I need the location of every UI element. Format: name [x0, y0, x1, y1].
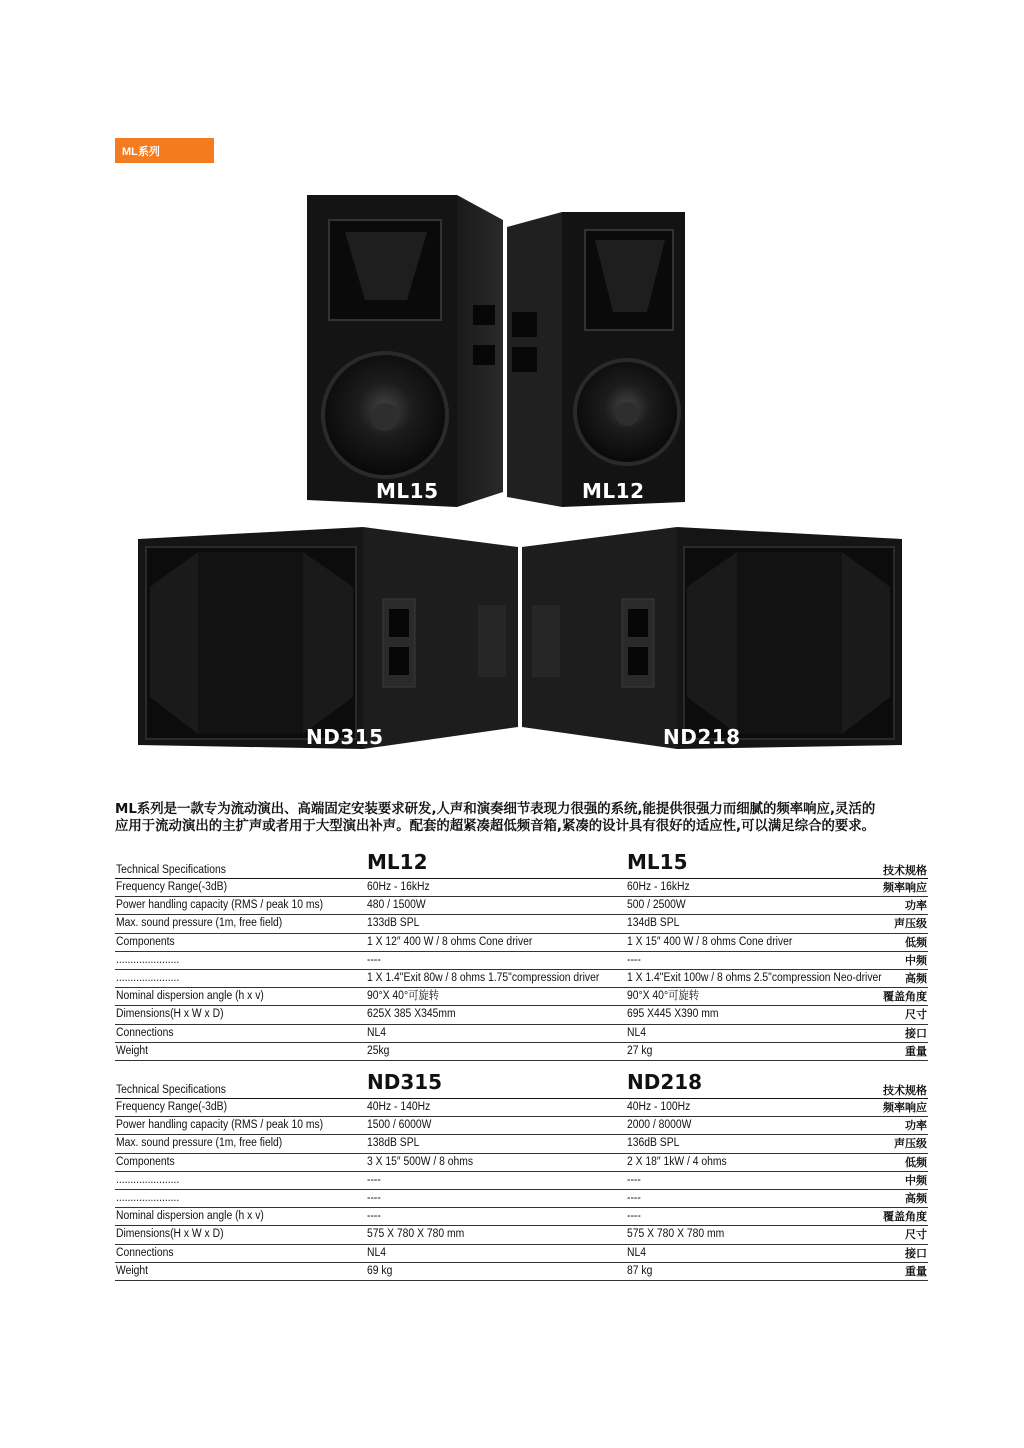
- row-label: Weight: [116, 1264, 149, 1277]
- table-row: [115, 1245, 928, 1263]
- row-label: Power handling capacity (RMS / peak 10 ms): [116, 899, 324, 912]
- table-row: [115, 1172, 928, 1190]
- row-label: Nominal dispersion angle (h x v): [116, 990, 264, 1003]
- row-label: Max. sound pressure (1m, free field): [116, 917, 283, 930]
- table-row: [115, 915, 928, 933]
- row-label-cn: 低频: [905, 1155, 927, 1169]
- row-value-a: ----: [367, 953, 381, 966]
- row-label: Frequency Range(-3dB): [116, 1101, 228, 1113]
- row-value-a: NL4: [367, 1026, 386, 1039]
- spec-table-header: [115, 850, 928, 879]
- row-value-b: 500 / 2500W: [627, 899, 686, 912]
- header-label-cn: 技术规格: [883, 1084, 927, 1097]
- row-value-b: ----: [627, 1191, 641, 1204]
- table-row: [115, 1135, 928, 1153]
- row-label: Dimensions(H x W x D): [116, 1228, 224, 1241]
- row-label: Dimensions(H x W x D): [116, 1008, 224, 1021]
- row-value-a: 1500 / 6000W: [367, 1119, 432, 1132]
- row-value-a: 69 kg: [367, 1264, 393, 1277]
- row-label-cn: 高频: [905, 1191, 927, 1205]
- header-label-cn: 技术规格: [883, 864, 927, 877]
- row-value-b: 695 X445 X390 mm: [627, 1008, 719, 1021]
- row-value-b: 575 X 780 X 780 mm: [627, 1228, 725, 1241]
- row-label: Components: [116, 1155, 175, 1168]
- row-value-b: 2000 / 8000W: [627, 1119, 692, 1132]
- row-value-b: NL4: [627, 1026, 646, 1039]
- row-label: Connections: [116, 1246, 174, 1259]
- row-label: Components: [116, 935, 175, 948]
- row-value-a: NL4: [367, 1246, 386, 1259]
- table-row: [115, 988, 928, 1006]
- row-label: ......................: [116, 953, 180, 966]
- table-row: [115, 1006, 928, 1024]
- row-value-a: ----: [367, 1210, 381, 1223]
- row-label-cn: 功率: [905, 1119, 927, 1133]
- nd218-caption: ND218: [663, 725, 741, 749]
- row-label-cn: 接口: [905, 1026, 927, 1040]
- nd218-subwoofer-image: [522, 527, 902, 749]
- spec-table-nd: [115, 1070, 928, 1281]
- table-row: [115, 879, 928, 897]
- row-label: ......................: [116, 971, 180, 984]
- row-label-cn: 覆盖角度: [883, 990, 927, 1004]
- row-label-cn: 覆盖角度: [883, 1210, 927, 1224]
- model-name-nd218: ND218: [627, 1070, 703, 1094]
- ml12-caption: ML12: [582, 479, 645, 503]
- ml12-speaker-image: [507, 212, 685, 507]
- row-label-cn: 中频: [905, 953, 927, 967]
- row-label-cn: 尺寸: [905, 1228, 927, 1242]
- row-value-a: 575 X 780 X 780 mm: [367, 1228, 465, 1241]
- row-label-cn: 尺寸: [905, 1008, 927, 1022]
- model-name-ml15: ML15: [627, 850, 688, 874]
- table-row: [115, 1099, 928, 1117]
- row-value-b: ----: [627, 1210, 641, 1223]
- intro-line-1: ML系列是一款专为流动演出、高端固定安装要求研发,人声和演奏细节表现力很强的系统,能提供很强力而细腻的频率响应,灵活的: [115, 802, 876, 817]
- row-value-a: 60Hz - 16kHz: [367, 881, 430, 893]
- row-label: Power handling capacity (RMS / peak 10 ms): [116, 1119, 324, 1132]
- row-value-b: 60Hz - 16kHz: [627, 881, 690, 893]
- row-value-a: 90°X 40°可旋转: [367, 990, 440, 1003]
- row-label: Connections: [116, 1026, 174, 1039]
- table-row: [115, 1043, 928, 1061]
- row-value-a: 625X 385 X345mm: [367, 1008, 456, 1021]
- row-value-b: 1 X 1.4"Exit 100w / 8 ohms 2.5"compression Neo-driver: [627, 971, 882, 984]
- row-value-b: 40Hz - 100Hz: [627, 1101, 691, 1113]
- row-value-b: 1 X 15″ 400 W / 8 ohms Cone driver: [627, 935, 793, 948]
- row-value-b: 87 kg: [627, 1264, 653, 1277]
- ml15-caption: ML15: [376, 479, 439, 503]
- intro-line-2: 应用于流动演出的主扩声或者用于大型演出补声。配套的超紧凑超低频音箱,紧凑的设计具有很好的适应性,可以满足综合的要求。: [115, 819, 876, 834]
- row-value-b: 134dB SPL: [627, 917, 680, 930]
- row-label-cn: 声压级: [894, 917, 927, 931]
- row-label: Nominal dispersion angle (h x v): [116, 1210, 264, 1223]
- row-label: ......................: [116, 1191, 180, 1204]
- row-value-a: 40Hz - 140Hz: [367, 1101, 431, 1113]
- table-row: [115, 970, 928, 988]
- row-label-cn: 重量: [905, 1044, 927, 1058]
- row-value-a: 1 X 12″ 400 W / 8 ohms Cone driver: [367, 935, 533, 948]
- row-label-cn: 频率响应: [883, 881, 927, 894]
- table-row: [115, 1208, 928, 1226]
- row-value-a: 25kg: [367, 1044, 390, 1057]
- row-label-cn: 中频: [905, 1173, 927, 1187]
- row-value-a: ----: [367, 1173, 381, 1186]
- ml15-speaker-image: [307, 195, 503, 507]
- row-label: ......................: [116, 1173, 180, 1186]
- row-value-a: 1 X 1.4"Exit 80w / 8 ohms 1.75"compression driver: [367, 971, 600, 984]
- model-name-nd315: ND315: [367, 1070, 443, 1094]
- row-value-a: 138dB SPL: [367, 1137, 420, 1150]
- row-value-a: 480 / 1500W: [367, 899, 426, 912]
- row-value-b: 136dB SPL: [627, 1137, 680, 1150]
- row-value-b: 27 kg: [627, 1044, 653, 1057]
- row-value-a: ----: [367, 1191, 381, 1204]
- table-row: [115, 897, 928, 915]
- model-name-ml12: ML12: [367, 850, 428, 874]
- spec-table-ml: [115, 850, 928, 1061]
- nd315-subwoofer-image: [138, 527, 518, 749]
- row-label: Weight: [116, 1044, 149, 1057]
- nd315-caption: ND315: [306, 725, 384, 749]
- row-value-b: ----: [627, 953, 641, 966]
- row-label-cn: 低频: [905, 935, 927, 949]
- table-row: [115, 1263, 928, 1281]
- row-value-b: 2 X 18″ 1kW / 4 ohms: [627, 1155, 727, 1168]
- table-row: [115, 952, 928, 970]
- table-row: [115, 1226, 928, 1244]
- row-label-cn: 重量: [905, 1264, 927, 1278]
- row-label-cn: 接口: [905, 1246, 927, 1260]
- table-row: [115, 1154, 928, 1172]
- row-label: Frequency Range(-3dB): [116, 881, 228, 893]
- row-value-b: NL4: [627, 1246, 646, 1259]
- header-label: Technical Specifications: [116, 1084, 226, 1096]
- row-label-cn: 频率响应: [883, 1101, 927, 1114]
- intro-paragraph: [115, 801, 915, 835]
- row-label-cn: 高频: [905, 971, 927, 985]
- row-value-b: ----: [627, 1173, 641, 1186]
- row-value-b: 90°X 40°可旋转: [627, 990, 700, 1003]
- row-value-a: 133dB SPL: [367, 917, 420, 930]
- row-value-a: 3 X 15″ 500W / 8 ohms: [367, 1155, 474, 1168]
- table-row: [115, 1117, 928, 1135]
- header-label: Technical Specifications: [116, 864, 226, 876]
- table-row: [115, 1190, 928, 1208]
- series-badge: ML系列: [115, 138, 214, 163]
- spec-table-header: [115, 1070, 928, 1099]
- row-label: Max. sound pressure (1m, free field): [116, 1137, 283, 1150]
- row-label-cn: 声压级: [894, 1137, 927, 1151]
- table-row: [115, 1025, 928, 1043]
- row-label-cn: 功率: [905, 899, 927, 913]
- table-row: [115, 934, 928, 952]
